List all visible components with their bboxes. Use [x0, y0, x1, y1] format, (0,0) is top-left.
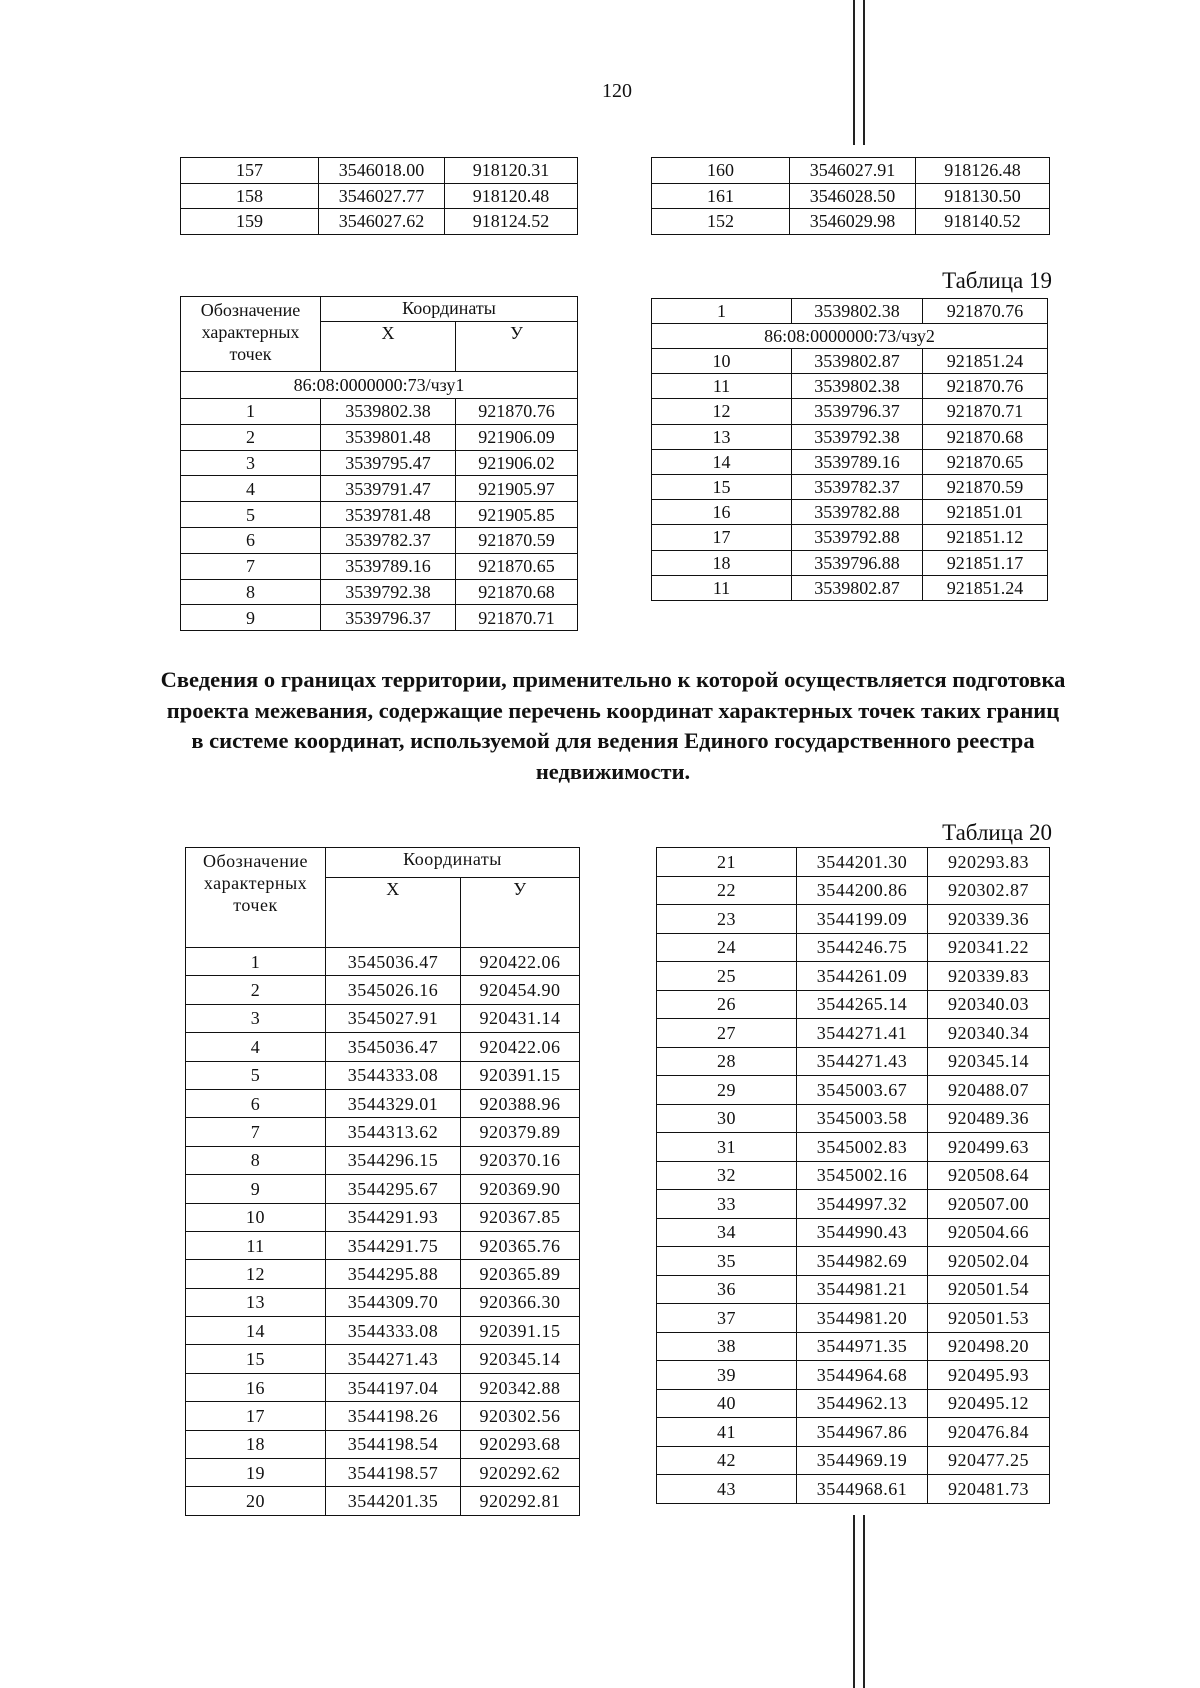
cell-x: 3544198.54 [326, 1430, 461, 1458]
cell-y: 920388.96 [461, 1089, 580, 1117]
table-row [186, 1459, 580, 1487]
cell-x: 3546028.50 [790, 183, 916, 209]
cell-y: 921870.71 [456, 605, 578, 631]
cell-point: 160 [652, 158, 790, 184]
table-row [181, 527, 578, 553]
cell-y: 920365.76 [461, 1231, 580, 1259]
scan-mark [853, 0, 855, 145]
cell-x: 3544981.20 [797, 1304, 928, 1333]
cell-point: 11 [652, 374, 792, 399]
table-row [181, 605, 578, 631]
cell-x: 3539789.16 [792, 449, 923, 474]
cell-point: 5 [181, 502, 321, 528]
cell-point: 8 [181, 579, 321, 605]
cell-x: 3544967.86 [797, 1418, 928, 1447]
cell-point: 24 [657, 933, 797, 962]
cell-y: 918120.31 [445, 158, 578, 184]
cell-point: 6 [181, 527, 321, 553]
cell-x: 3544333.08 [326, 1061, 461, 1089]
table-row [186, 1317, 580, 1345]
table-row [181, 399, 578, 425]
top-left-table [180, 157, 578, 235]
cell-y: 921870.68 [456, 579, 578, 605]
table-row [652, 500, 1048, 525]
cell-y: 920293.68 [461, 1430, 580, 1458]
table-row [657, 848, 1050, 877]
cell-y: 921870.65 [456, 553, 578, 579]
cell-x: 3539801.48 [321, 424, 456, 450]
cell-x: 3539791.47 [321, 476, 456, 502]
table-row [181, 424, 578, 450]
cell-y: 920489.36 [928, 1104, 1050, 1133]
cell-y: 920345.14 [461, 1345, 580, 1373]
cell-y: 921870.71 [923, 399, 1048, 424]
table-row [657, 1446, 1050, 1475]
cell-y: 920431.14 [461, 1004, 580, 1032]
table-row [652, 399, 1048, 424]
cell-y: 921870.65 [923, 449, 1048, 474]
cell-x: 3544309.70 [326, 1288, 461, 1316]
cell-x: 3544198.57 [326, 1459, 461, 1487]
cell-x: 3545002.16 [797, 1161, 928, 1190]
cell-y: 921851.24 [923, 349, 1048, 374]
cell-x: 3544990.43 [797, 1218, 928, 1247]
cell-x: 3544329.01 [326, 1089, 461, 1117]
cell-point: 41 [657, 1418, 797, 1447]
cell-x: 3544271.43 [326, 1345, 461, 1373]
cell-y: 921905.85 [456, 502, 578, 528]
cell-x: 3546027.62 [319, 209, 445, 235]
cell-y: 920292.62 [461, 1459, 580, 1487]
cell-x: 3539782.37 [321, 527, 456, 553]
cell-point: 12 [652, 399, 792, 424]
scan-mark [863, 1515, 865, 1688]
table-row [657, 1047, 1050, 1076]
cell-y: 920366.30 [461, 1288, 580, 1316]
cell-x: 3544201.35 [326, 1487, 461, 1515]
cell-x: 3544296.15 [326, 1146, 461, 1174]
cell-y: 920502.04 [928, 1247, 1050, 1276]
cell-point: 35 [657, 1247, 797, 1276]
cell-y: 921851.01 [923, 500, 1048, 525]
cell-x: 3544200.86 [797, 876, 928, 905]
cell-y: 920422.06 [461, 948, 580, 976]
cell-x: 3544261.09 [797, 962, 928, 991]
table-row [181, 553, 578, 579]
cell-point: 21 [657, 848, 797, 877]
cell-x: 3544295.88 [326, 1260, 461, 1288]
cell-point: 3 [186, 1004, 326, 1032]
cell-y: 920476.84 [928, 1418, 1050, 1447]
cell-y: 920501.54 [928, 1275, 1050, 1304]
cell-x: 3539782.88 [792, 500, 923, 525]
table-row [186, 1175, 580, 1203]
header-x: X [326, 878, 461, 948]
cell-y: 920481.73 [928, 1475, 1050, 1504]
cell-point: 152 [652, 209, 790, 235]
cell-y: 921906.02 [456, 450, 578, 476]
cell-y: 920477.25 [928, 1446, 1050, 1475]
cell-y: 920302.87 [928, 876, 1050, 905]
cell-point: 1 [186, 948, 326, 976]
cell-x: 3544964.68 [797, 1361, 928, 1390]
cell-point: 26 [657, 990, 797, 1019]
table-row [657, 1389, 1050, 1418]
cell-point: 36 [657, 1275, 797, 1304]
section-heading: Сведения о границах территории, применительно к которой осуществляется подготовка проекта межевания, содержащие перечень координат характерных точек таких границ в системе координат, используемой для ведения Единого государственного реестра недвижимости. [160, 667, 1066, 784]
table-row [657, 905, 1050, 934]
cell-point: 30 [657, 1104, 797, 1133]
cell-x: 3544997.32 [797, 1190, 928, 1219]
table-row [186, 976, 580, 1004]
cell-x: 3544313.62 [326, 1118, 461, 1146]
table19-right [651, 298, 1048, 601]
table19-caption: Таблица 19 [942, 268, 1052, 293]
cell-x: 3546027.77 [319, 183, 445, 209]
cell-point: 39 [657, 1361, 797, 1390]
cell-x: 3545027.91 [326, 1004, 461, 1032]
cell-x: 3539792.88 [792, 525, 923, 550]
cell-point: 17 [652, 525, 792, 550]
cell-y: 920499.63 [928, 1133, 1050, 1162]
cell-x: 3539781.48 [321, 502, 456, 528]
cell-x: 3539802.87 [792, 575, 923, 600]
table-row [657, 1418, 1050, 1447]
cell-x: 3544333.08 [326, 1317, 461, 1345]
cell-y: 920341.22 [928, 933, 1050, 962]
cell-y: 921870.76 [923, 374, 1048, 399]
cell-y: 920370.16 [461, 1146, 580, 1174]
table-row [657, 1247, 1050, 1276]
cell-point: 31 [657, 1133, 797, 1162]
cell-y: 921905.97 [456, 476, 578, 502]
cell-x: 3546029.98 [790, 209, 916, 235]
table20-caption: Таблица 20 [942, 820, 1052, 845]
cell-point: 13 [652, 424, 792, 449]
cell-x: 3545003.67 [797, 1076, 928, 1105]
cell-x: 3544291.75 [326, 1231, 461, 1259]
table-row [652, 209, 1050, 235]
cell-point: 11 [186, 1231, 326, 1259]
cell-point: 23 [657, 905, 797, 934]
table-row [657, 1161, 1050, 1190]
cell-point: 32 [657, 1161, 797, 1190]
cell-point: 28 [657, 1047, 797, 1076]
cell-y: 921906.09 [456, 424, 578, 450]
header-y: У [456, 322, 578, 372]
table-row [186, 1288, 580, 1316]
table-row [657, 1076, 1050, 1105]
page-number: 120 [602, 80, 632, 102]
cell-y: 920495.12 [928, 1389, 1050, 1418]
table-row [181, 450, 578, 476]
table-row [181, 209, 578, 235]
scan-mark [863, 0, 865, 145]
cell-x: 3544982.69 [797, 1247, 928, 1276]
cell-x: 3539796.37 [792, 399, 923, 424]
cell-x: 3544265.14 [797, 990, 928, 1019]
cell-y: 920340.03 [928, 990, 1050, 1019]
cell-y: 920507.00 [928, 1190, 1050, 1219]
table-row [657, 1218, 1050, 1247]
table-row [657, 1475, 1050, 1504]
table-row [652, 183, 1050, 209]
table-row [657, 876, 1050, 905]
table-row [186, 1146, 580, 1174]
cell-y: 920379.89 [461, 1118, 580, 1146]
cell-y: 920495.93 [928, 1361, 1050, 1390]
cell-point: 20 [186, 1487, 326, 1515]
cell-y: 920293.83 [928, 848, 1050, 877]
table-row [652, 575, 1048, 600]
cell-y: 920339.36 [928, 905, 1050, 934]
cell-x: 3539792.38 [321, 579, 456, 605]
cell-point: 43 [657, 1475, 797, 1504]
cell-point: 42 [657, 1446, 797, 1475]
cell-x: 3539792.38 [792, 424, 923, 449]
cell-point: 29 [657, 1076, 797, 1105]
table-row [181, 183, 578, 209]
cell-x: 3544201.30 [797, 848, 928, 877]
cell-point: 34 [657, 1218, 797, 1247]
cell-y: 920365.89 [461, 1260, 580, 1288]
cell-x: 3545036.47 [326, 1033, 461, 1061]
cell-y: 920508.64 [928, 1161, 1050, 1190]
header-x: X [321, 322, 456, 372]
table-row [181, 476, 578, 502]
cell-x: 3544199.09 [797, 905, 928, 934]
cell-x: 3544291.93 [326, 1203, 461, 1231]
table-row [186, 1430, 580, 1458]
cell-y: 920391.15 [461, 1317, 580, 1345]
table-row [186, 1260, 580, 1288]
cell-point: 38 [657, 1332, 797, 1361]
cell-point: 17 [186, 1402, 326, 1430]
cell-x: 3544295.67 [326, 1175, 461, 1203]
table-row [652, 424, 1048, 449]
cell-point: 27 [657, 1019, 797, 1048]
cell-point: 1 [181, 399, 321, 425]
cell-x: 3545003.58 [797, 1104, 928, 1133]
table-row [652, 374, 1048, 399]
table-row [186, 1487, 580, 1515]
cell-point: 9 [181, 605, 321, 631]
cell-y: 921851.12 [923, 525, 1048, 550]
cell-y: 920367.85 [461, 1203, 580, 1231]
cell-point: 2 [186, 976, 326, 1004]
table20-left [185, 847, 580, 1516]
cell-point: 1 [652, 299, 792, 324]
cell-y: 921870.59 [456, 527, 578, 553]
header-coords: Координаты [326, 848, 580, 878]
top-right-table [651, 157, 1050, 235]
table-row [186, 1118, 580, 1146]
table-row [657, 1104, 1050, 1133]
table-row [181, 502, 578, 528]
cell-point: 157 [181, 158, 319, 184]
cell-y: 920369.90 [461, 1175, 580, 1203]
cell-x: 3544981.21 [797, 1275, 928, 1304]
cell-y: 918126.48 [916, 158, 1050, 184]
cell-point: 14 [652, 449, 792, 474]
cell-x: 3545002.83 [797, 1133, 928, 1162]
cell-x: 3539796.88 [792, 550, 923, 575]
cell-x: 3539802.38 [792, 299, 923, 324]
table19-left [180, 296, 578, 631]
cell-point: 7 [186, 1118, 326, 1146]
cell-y: 920391.15 [461, 1061, 580, 1089]
table-row [657, 1190, 1050, 1219]
cell-point: 6 [186, 1089, 326, 1117]
cell-point: 7 [181, 553, 321, 579]
cell-y: 920302.56 [461, 1402, 580, 1430]
table-row [657, 1133, 1050, 1162]
cell-x: 3546018.00 [319, 158, 445, 184]
cell-x: 3544962.13 [797, 1389, 928, 1418]
table-row [186, 1089, 580, 1117]
table-row [652, 525, 1048, 550]
cell-x: 3539795.47 [321, 450, 456, 476]
cell-x: 3539802.38 [321, 399, 456, 425]
cell-x: 3539796.37 [321, 605, 456, 631]
cell-x: 3546027.91 [790, 158, 916, 184]
cell-point: 4 [186, 1033, 326, 1061]
cell-point: 25 [657, 962, 797, 991]
table-row [652, 349, 1048, 374]
cell-y: 918124.52 [445, 209, 578, 235]
table-row [652, 449, 1048, 474]
table20-right [656, 847, 1050, 1504]
cell-x: 3544246.75 [797, 933, 928, 962]
cell-y: 920501.53 [928, 1304, 1050, 1333]
cell-y: 920292.81 [461, 1487, 580, 1515]
table-row [652, 474, 1048, 499]
table-row [657, 1332, 1050, 1361]
cell-x: 3539802.87 [792, 349, 923, 374]
cell-x: 3545036.47 [326, 948, 461, 976]
cell-y: 921870.68 [923, 424, 1048, 449]
cell-point: 9 [186, 1175, 326, 1203]
cell-point: 8 [186, 1146, 326, 1174]
cell-point: 16 [652, 500, 792, 525]
cell-x: 3539782.37 [792, 474, 923, 499]
group-label: 86:08:0000000:73/чзу2 [652, 324, 1048, 349]
table-row [186, 1203, 580, 1231]
table-row [186, 1345, 580, 1373]
table-row [657, 933, 1050, 962]
cell-y: 920504.66 [928, 1218, 1050, 1247]
cell-y: 920488.07 [928, 1076, 1050, 1105]
cell-x: 3544271.41 [797, 1019, 928, 1048]
table-row [657, 962, 1050, 991]
cell-point: 159 [181, 209, 319, 235]
cell-y: 921851.24 [923, 575, 1048, 600]
cell-point: 19 [186, 1459, 326, 1487]
table-row [657, 1361, 1050, 1390]
cell-point: 5 [186, 1061, 326, 1089]
cell-point: 13 [186, 1288, 326, 1316]
header-coords: Координаты [321, 297, 578, 322]
table-row [186, 1004, 580, 1032]
table-row [186, 1402, 580, 1430]
cell-y: 920345.14 [928, 1047, 1050, 1076]
cell-x: 3544968.61 [797, 1475, 928, 1504]
cell-point: 15 [652, 474, 792, 499]
cell-point: 158 [181, 183, 319, 209]
table-row [652, 158, 1050, 184]
cell-point: 3 [181, 450, 321, 476]
cell-y: 920454.90 [461, 976, 580, 1004]
cell-point: 14 [186, 1317, 326, 1345]
cell-y: 920498.20 [928, 1332, 1050, 1361]
table-row [181, 158, 578, 184]
cell-point: 10 [652, 349, 792, 374]
cell-y: 918140.52 [916, 209, 1050, 235]
cell-y: 918120.48 [445, 183, 578, 209]
cell-x: 3544198.26 [326, 1402, 461, 1430]
cell-point: 22 [657, 876, 797, 905]
group-label: 86:08:0000000:73/чзу1 [181, 372, 578, 399]
header-point: Обозначение характерных точек [181, 297, 321, 372]
cell-x: 3544271.43 [797, 1047, 928, 1076]
cell-y: 920422.06 [461, 1033, 580, 1061]
cell-point: 2 [181, 424, 321, 450]
cell-point: 15 [186, 1345, 326, 1373]
table-row [652, 550, 1048, 575]
cell-point: 37 [657, 1304, 797, 1333]
cell-y: 921870.76 [923, 299, 1048, 324]
table-row [186, 1033, 580, 1061]
header-point: Обозначение характерных точек [186, 848, 326, 948]
table-row [186, 1373, 580, 1401]
cell-y: 921870.59 [923, 474, 1048, 499]
cell-point: 18 [652, 550, 792, 575]
table-row [657, 1019, 1050, 1048]
cell-y: 920339.83 [928, 962, 1050, 991]
cell-point: 40 [657, 1389, 797, 1418]
cell-y: 918130.50 [916, 183, 1050, 209]
cell-point: 10 [186, 1203, 326, 1231]
cell-x: 3544971.35 [797, 1332, 928, 1361]
cell-y: 920342.88 [461, 1373, 580, 1401]
cell-y: 921851.17 [923, 550, 1048, 575]
cell-point: 161 [652, 183, 790, 209]
cell-x: 3545026.16 [326, 976, 461, 1004]
cell-point: 11 [652, 575, 792, 600]
table-row [186, 948, 580, 976]
cell-y: 920340.34 [928, 1019, 1050, 1048]
scan-mark [853, 1515, 855, 1688]
cell-x: 3544969.19 [797, 1446, 928, 1475]
cell-point: 16 [186, 1373, 326, 1401]
cell-point: 12 [186, 1260, 326, 1288]
table-row [186, 1061, 580, 1089]
table-row [657, 990, 1050, 1019]
cell-x: 3539802.38 [792, 374, 923, 399]
table-row [186, 1231, 580, 1259]
cell-point: 33 [657, 1190, 797, 1219]
table-row [657, 1304, 1050, 1333]
table-row [657, 1275, 1050, 1304]
cell-x: 3539789.16 [321, 553, 456, 579]
cell-y: 921870.76 [456, 399, 578, 425]
header-y: У [461, 878, 580, 948]
cell-point: 18 [186, 1430, 326, 1458]
cell-point: 4 [181, 476, 321, 502]
table-row [181, 579, 578, 605]
cell-x: 3544197.04 [326, 1373, 461, 1401]
